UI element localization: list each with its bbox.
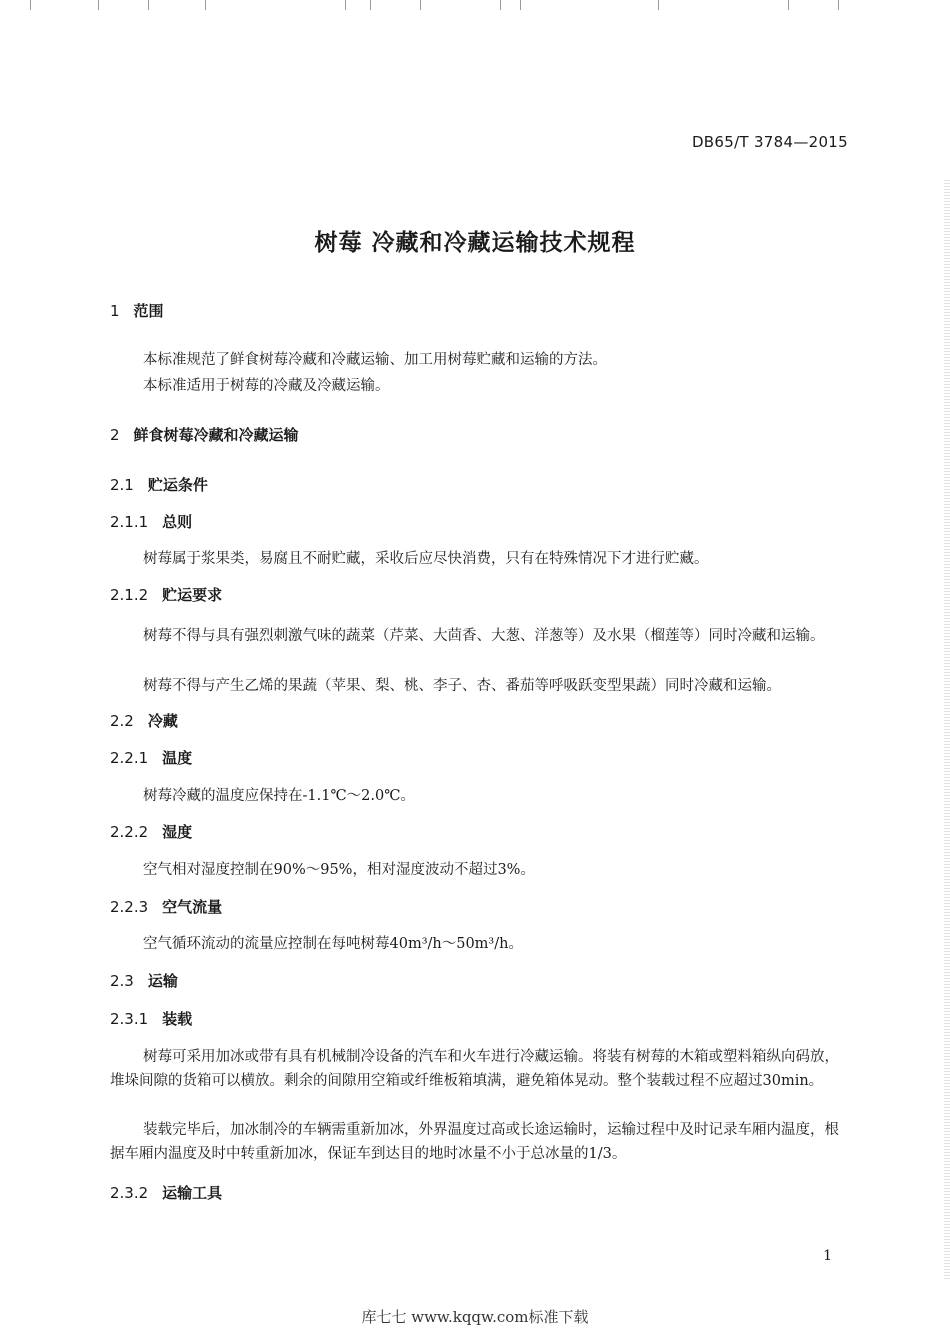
paragraph: 树莓冷藏的温度应保持在-1.1℃～2.0℃。 <box>143 788 415 804</box>
paragraph: 装载完毕后，加冰制冷的车辆需重新加冰，外界温度过高或长途运输时，运输过程中及时记录车厢内温度，根据车厢内温度及时中转重新加冰，保证车到达目的地时冰量不小于总冰量的1/3。 <box>110 1122 839 1162</box>
section-number: 2.1.2 <box>110 586 149 604</box>
section-2-heading <box>110 424 299 445</box>
section-title: 运输工具 <box>162 1184 223 1202</box>
section-number: 2.2.3 <box>110 898 149 916</box>
section-title: 湿度 <box>162 823 193 841</box>
section-title: 贮运要求 <box>162 586 223 604</box>
section-title: 冷藏 <box>147 712 178 730</box>
section-title: 运输 <box>147 972 178 990</box>
standard-code: DB65/T 3784—2015 <box>691 133 848 151</box>
section-number: 2.3.1 <box>110 1010 149 1028</box>
paragraph: 树莓可采用加冰或带有具有机械制冷设备的汽车和火车进行冷藏运输。将装有树莓的木箱或塑料箱纵向码放，堆垛间隙的货箱可以横放。剩余的间隙用空箱或纤维板箱填满，避免箱体晃动。整个装载过程不应超过30min。 <box>110 1049 839 1089</box>
paragraph: 空气相对湿度控制在90%～95%，相对湿度波动不超过3%。 <box>143 862 535 878</box>
section-2-2-2-heading <box>110 821 192 842</box>
section-number: 2.2.1 <box>110 749 149 767</box>
section-number: 2.3.2 <box>110 1184 149 1202</box>
paragraph: 树莓不得与产生乙烯的果蔬（苹果、梨、桃、李子、杏、番茄等呼吸跃变型果蔬）同时冷藏和运输。 <box>143 678 781 694</box>
section-title: 贮运条件 <box>147 476 208 494</box>
section-2-3-1-heading <box>110 1008 192 1029</box>
section-number: 2 <box>110 426 120 444</box>
section-number: 2.3 <box>110 972 134 990</box>
scan-edge-marks <box>0 0 950 12</box>
section-title: 总则 <box>162 513 193 531</box>
document-title: 树莓 冷藏和冷藏运输技术规程 <box>314 230 636 256</box>
section-title: 鲜食树莓冷藏和冷藏运输 <box>133 426 299 444</box>
paragraph: 本标准规范了鲜食树莓冷藏和冷藏运输、加工用树莓贮藏和运输的方法。 <box>143 352 607 368</box>
section-1-heading <box>110 300 164 321</box>
section-number: 2.1.1 <box>110 513 149 531</box>
section-number: 2.1 <box>110 476 134 494</box>
section-title: 装载 <box>162 1010 193 1028</box>
section-title: 空气流量 <box>162 898 223 916</box>
section-2-3-2-heading <box>110 1182 222 1203</box>
section-number: 2.2 <box>110 712 134 730</box>
scan-edge-strip <box>944 180 950 1280</box>
section-number: 1 <box>110 302 120 320</box>
section-2-3-heading <box>110 970 178 991</box>
paragraph: 树莓不得与具有强烈刺激气味的蔬菜（芹菜、大茴香、大葱、洋葱等）及水果（榴莲等）同时冷藏和运输。 <box>143 628 825 644</box>
section-2-2-3-heading <box>110 896 222 917</box>
section-title: 温度 <box>162 749 193 767</box>
section-2-1-heading <box>110 474 208 495</box>
paragraph: 本标准适用于树莓的冷藏及冷藏运输。 <box>143 378 390 394</box>
page-number: 1 <box>823 1248 832 1264</box>
section-title: 范围 <box>133 302 164 320</box>
paragraph: 树莓属于浆果类，易腐且不耐贮藏，采收后应尽快消费，只有在特殊情况下才进行贮藏。 <box>143 551 709 567</box>
section-2-1-2-heading <box>110 584 222 605</box>
section-number: 2.2.2 <box>110 823 149 841</box>
section-2-2-1-heading <box>110 747 192 768</box>
footer-watermark: 库七七 www.kqqw.com标准下载 <box>361 1308 589 1326</box>
paragraph: 空气循环流动的流量应控制在每吨树莓40m³/h～50m³/h。 <box>143 936 523 952</box>
section-2-1-1-heading <box>110 511 192 532</box>
section-2-2-heading <box>110 710 178 731</box>
